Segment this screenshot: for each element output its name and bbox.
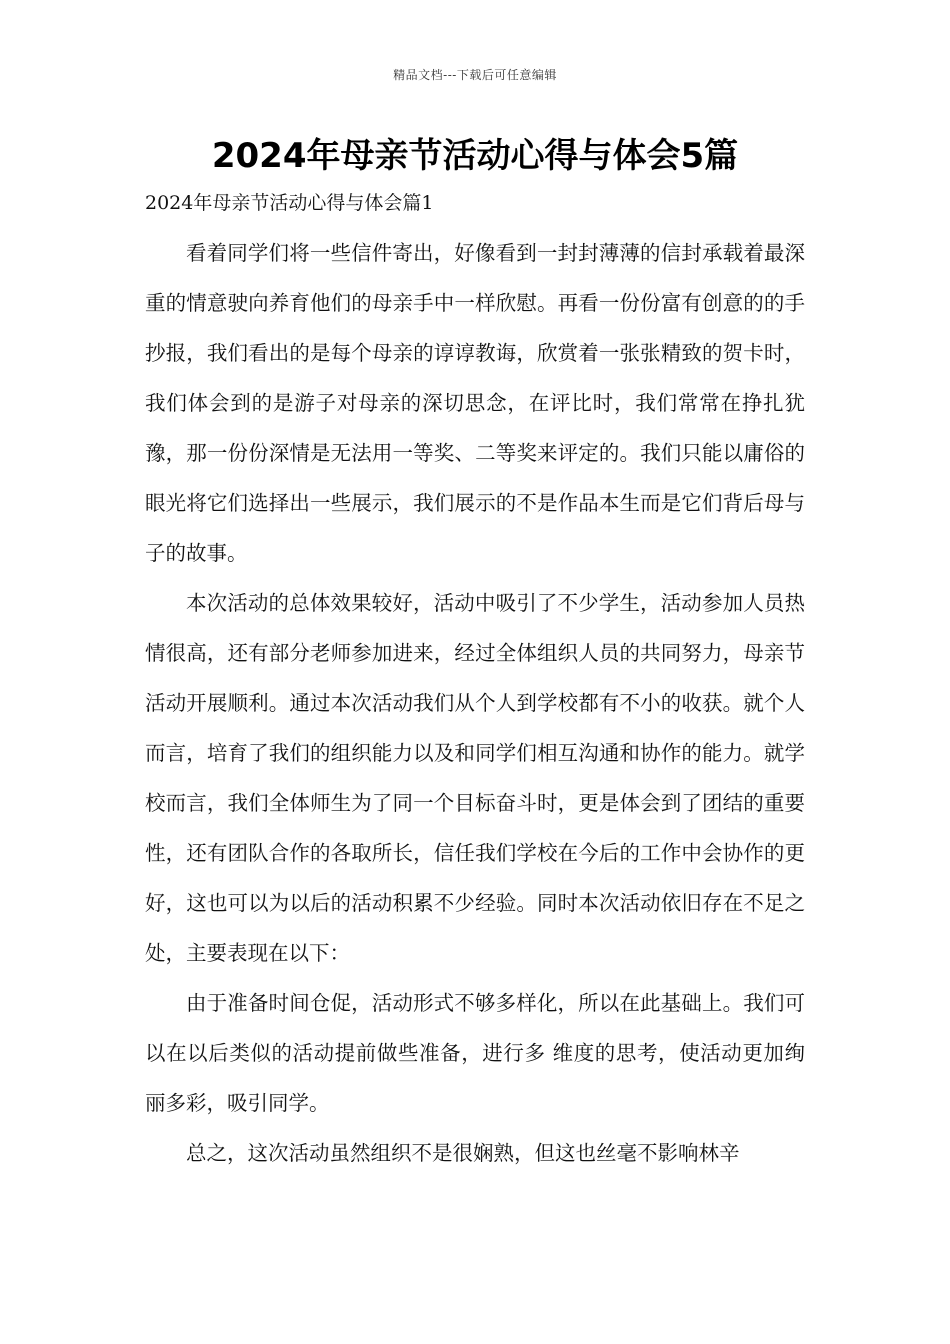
section-subtitle: 2024年母亲节活动心得与体会篇1 [145,192,434,214]
document-title: 2024年母亲节活动心得与体会5篇 [211,136,739,176]
paragraph-4: 总之，这次活动虽然组织不是很娴熟，但这也丝毫不影响林辛 [186,1141,740,1165]
paragraph-3: 由于准备时间仓促，活动形式不够多样化，所以在此基础上。我们可以在以后类似的活动提前做些准备，进行多 维度的思考，使活动更加绚丽多彩，吸引同学。 [145,991,805,1115]
paragraph-1: 看着同学们将一些信件寄出，好像看到一封封薄薄的信封承载着最深重的情意驶向养育他们的母亲手中一样欣慰。再看一份份富有创意的的手抄报，我们看出的是每个母亲的谆谆教诲，欣赏着一张张精致的贺卡时，我们体会到的是游子对母亲的深切思念，在评比时，我们常常在挣扎犹豫，那一份份深情是无法用一等奖、二等奖来评定的。我们只能以庸俗的眼光将它们选择出一些展示，我们展示的不是作品本生而是它们背后母与子的故事。 [145,241,805,565]
header-note: 精品文档---下载后可任意编辑 [393,68,557,82]
body-text [145,228,805,1178]
paragraph-2: 本次活动的总体效果较好，活动中吸引了不少学生，活动参加人员热情很高，还有部分老师参加进来，经过全体组织人员的共同努力，母亲节活动开展顺利。通过本次活动我们从个人到学校都有不小的收获。就个人而言，培育了我们的组织能力以及和同学们相互沟通和协作的能力。就学校而言，我们全体师生为了同一个目标奋斗时，更是体会到了团结的重要性，还有团队合作的各取所长，信任我们学校在今后的工作中会协作的更好，这也可以为以后的活动积累不少经验。同时本次活动依旧存在不足之处，主要表现在以下： [145,591,805,965]
